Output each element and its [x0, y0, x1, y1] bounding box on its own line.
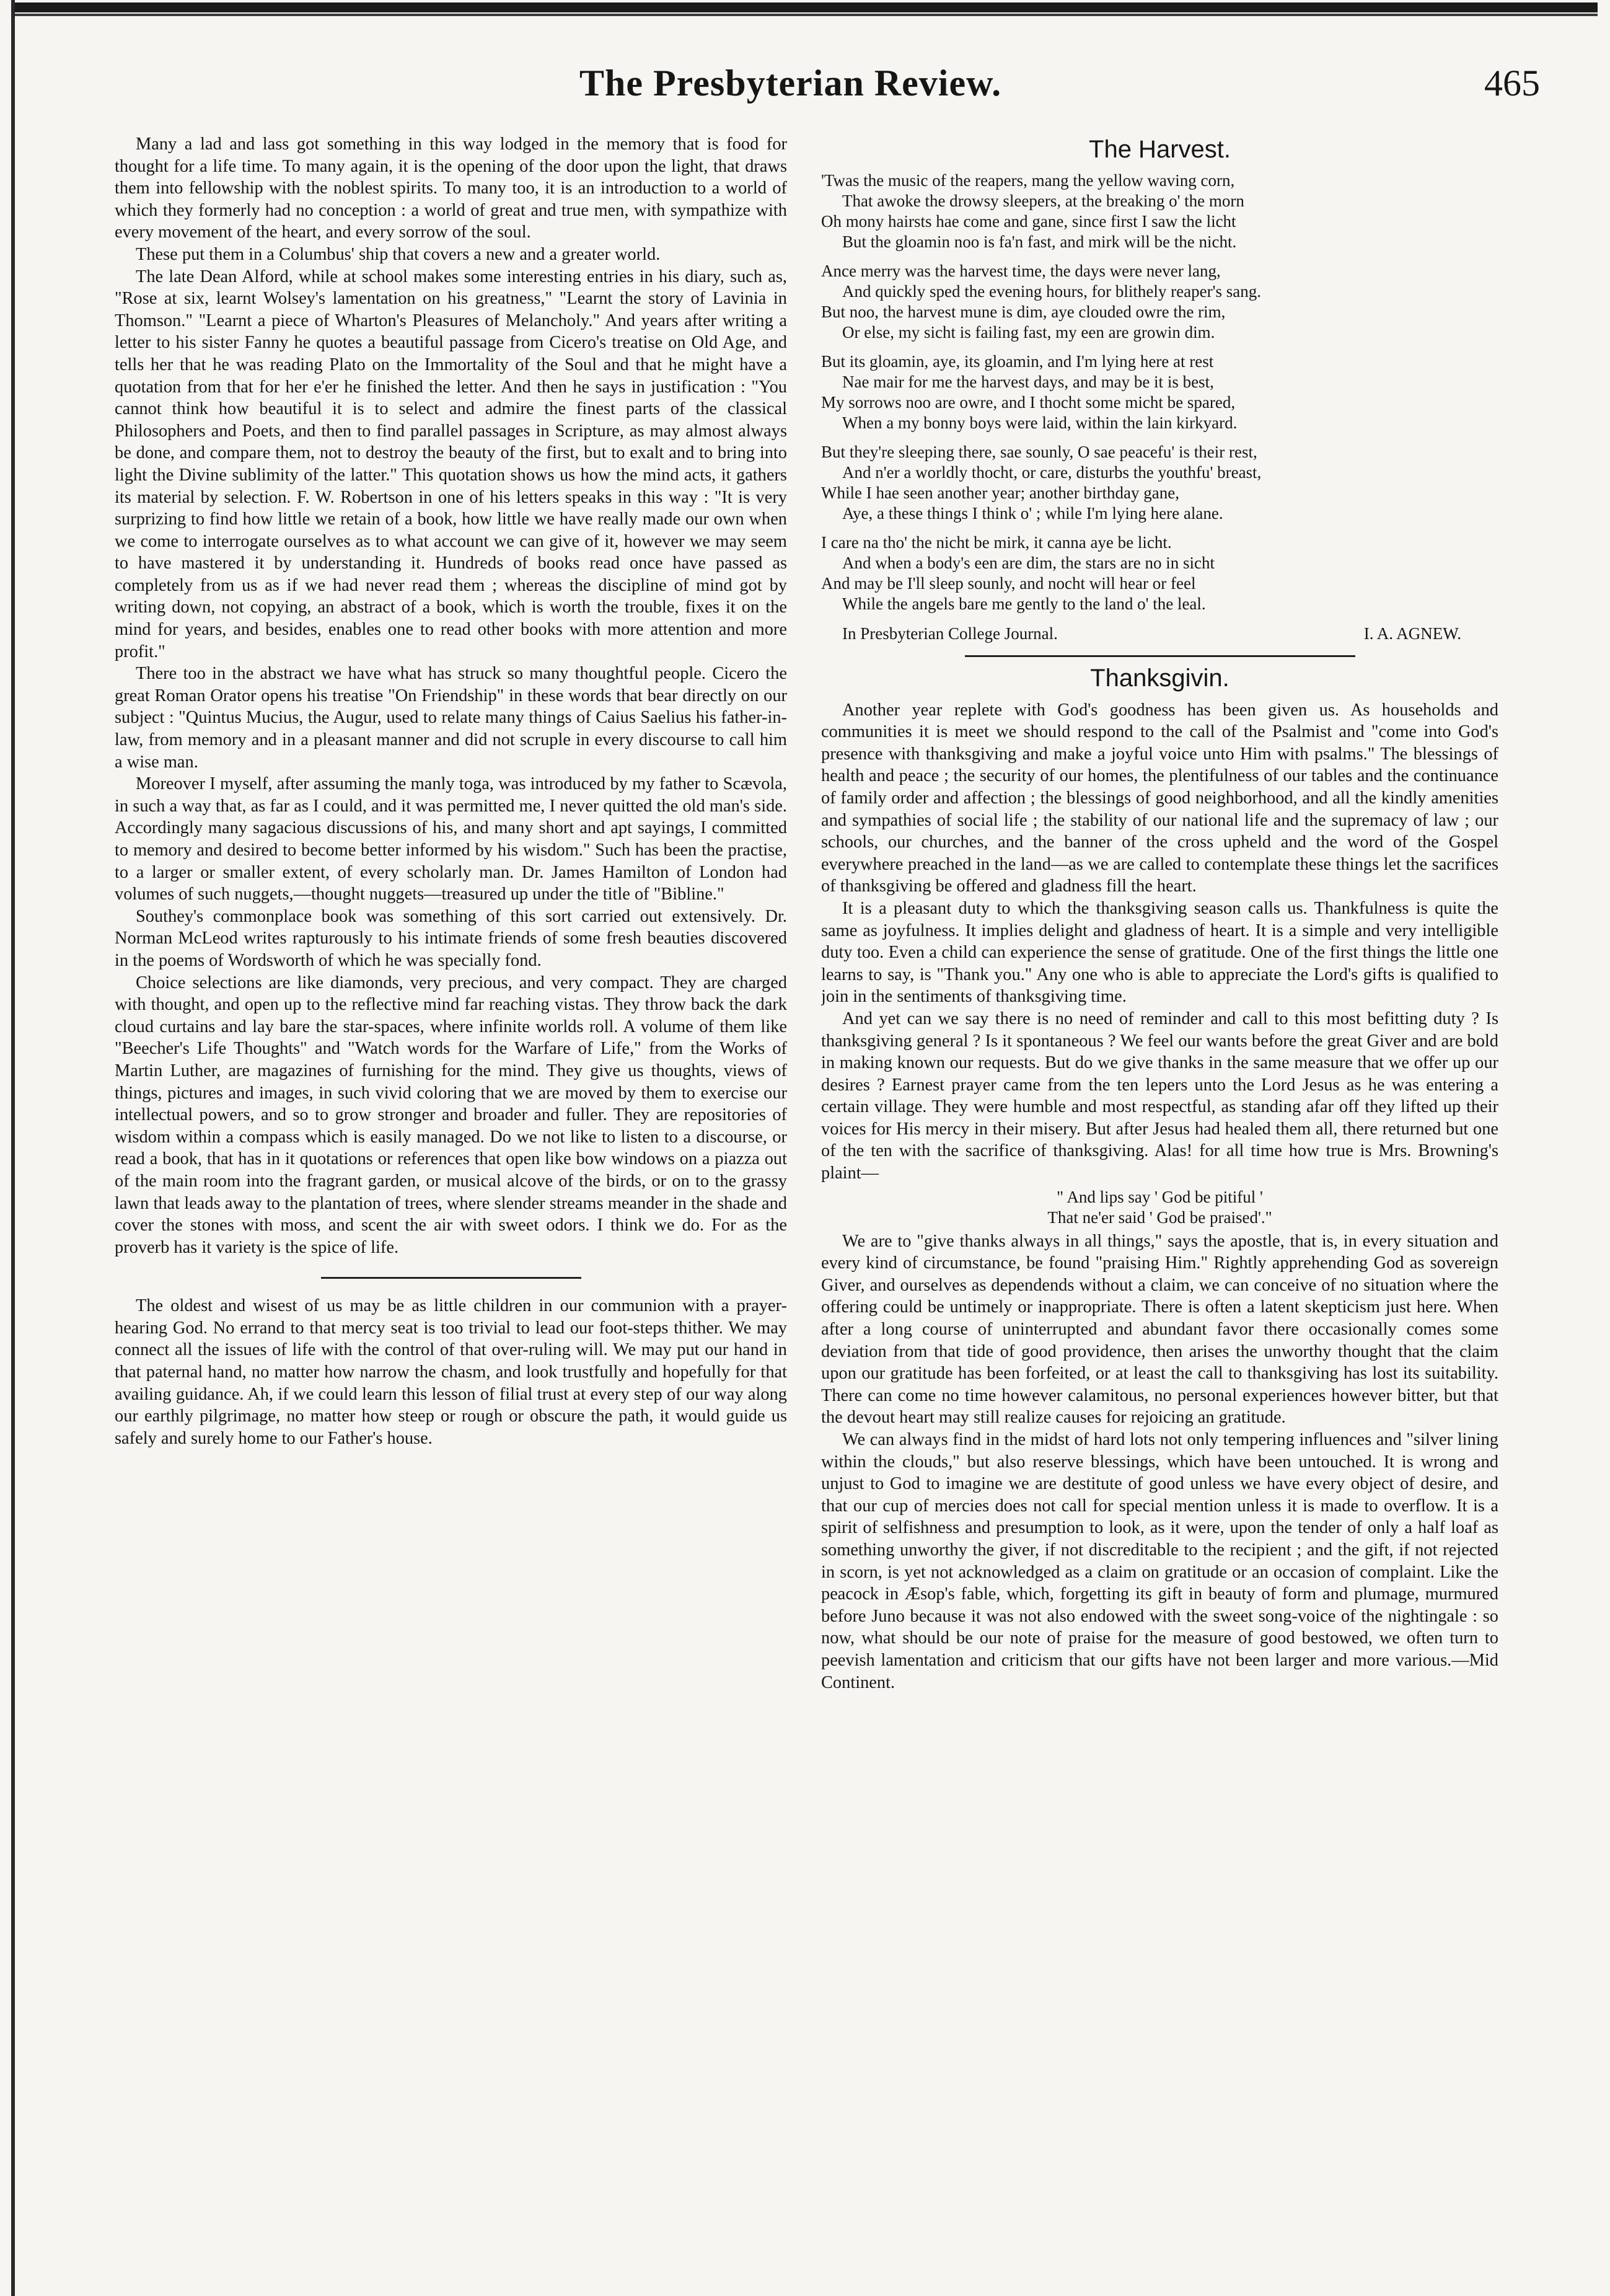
poem-line: But the gloamin noo is fa'n fast, and mirk will be the nicht. [842, 232, 1237, 251]
right-column [821, 133, 1498, 2247]
poem-line: But noo, the harvest mune is dim, aye clouded owre the rim, [821, 302, 1226, 321]
poem-stanza [821, 261, 1498, 343]
block-quote [821, 1187, 1498, 1228]
section-divider [321, 1277, 581, 1279]
paragraph: Another year replete with God's goodness has been given us. As households and communities it is meet we should respond to the call of the Psalmist and "come into God's presence with thanksgiving and make a joyful voice unto Him with psalms." The blessings of health and peace ; the security of our homes, the plentifulness of our tables and the continuance of family order and affection ; the blessings of good neighborhood, and all the kindly amenities and sympathies of social life ; the stability of our national life and the supremacy of law ; our schools, our churches, and the banner of the cross upheld and the word of the Gospel everywhere preached in the land—as we are called to contemplate these things let the sacrifices of thanksgiving be offered and gladness fill the heart. [821, 700, 1498, 896]
poem-line: 'Twas the music of the reapers, mang the yellow waving corn, [821, 171, 1235, 190]
poem-source: In Presbyterian College Journal. [842, 624, 1058, 643]
poem-line: And quickly sped the evening hours, for blithely reaper's sang. [842, 282, 1261, 301]
top-border-rule-thin [11, 14, 1598, 16]
poem-line: Nae mair for me the harvest days, and may be it is best, [842, 373, 1214, 391]
quote-line: " And lips say ' God be pitiful ' [1057, 1187, 1263, 1206]
poem-stanza [821, 170, 1498, 252]
poem-line: And when a body's een are dim, the stars are no in sicht [842, 554, 1215, 572]
running-title: The Presbyterian Review. [579, 63, 1002, 104]
poem-line: That awoke the drowsy sleepers, at the breaking o' the morn [842, 192, 1244, 210]
page-number: 465 [1484, 63, 1540, 104]
poem-stanza [821, 351, 1498, 433]
paragraph: Many a lad and lass got something in this way lodged in the memory that is food for thought for a life time. To many again, it is the opening of the door upon the light, that draws them into fellowship with the noblest spirits. To many too, it is an introduction to a world of which they formerly had no conception : a world of great and true men, with sympathize with every movement of the heart, and every sorrow of the soul. [115, 135, 787, 242]
poem-title: The Harvest. [1089, 136, 1231, 163]
paragraph: We are to "give thanks always in all things," says the apostle, that is, in every situation and every kind of circumstance, be found "praising Him." Rightly apprehending God as sovereign Giver, and ourselves as dependends without a claim, we can conceive of no situation where the offering could be untimely or inappropriate. There is often a latent skepticism just here. When after a long course of uninterrupted and abundant favor there occasionally comes some deviation from that tide of good providence, then arises the unworthy thought that the claim upon our gratitude has been forfeited, or at least the call to thanksgiving has lost its suitability. There can come no time however calamitous, no personal experiences however bitter, but that the devout heart may still realize causes for rejoicing an gratitude. [821, 1231, 1498, 1428]
paragraph: Moreover I myself, after assuming the manly toga, was introduced by my father to Scævola, in such a way that, as far as I could, and it was permitted me, I never quitted the old man's side. Accordingly many sagacious discussions of his, and many short and apt sayings, I committed to memory and desired to become better informed by his wisdom." Such has been the practise, to a larger or smaller extent, of every scholarly man. Dr. James Hamilton of London had volumes of such nuggets,—thought nuggets—treasured up under the title of "Bibline." [115, 774, 787, 904]
poem-line: While I hae seen another year; another birthday gane, [821, 483, 1179, 502]
poem-line: And n'er a worldly thocht, or care, disturbs the youthfu' breast, [842, 463, 1262, 482]
paragraph: Southey's commonplace book was something of this sort carried out extensively. Dr. Norman McLeod writes rapturously to his intimate friends of some fresh beauties discovered in the poems of Wordsworth of which he was specially fond. [115, 906, 787, 970]
poem-stanza [821, 532, 1498, 614]
quote-line: That ne'er said ' God be praised'." [1047, 1208, 1272, 1227]
poem-line: Aye, a these things I think o' ; while I'm lying here alane. [842, 504, 1223, 523]
closing-paragraph: The oldest and wisest of us may be as little children in our communion with a prayer-hearing God. No errand to that mercy seat is too trivial to lead our foot-steps thither. We may connect all the issues of life with the control of that over-ruling will. We may put our hand in that paternal hand, no matter how narrow the chasm, and look trustfully and hopefully for that availing guidance. Ah, if we could learn this lesson of filial trust at every step of our way along our earthly pilgrimage, no matter how steep or rough or obscure the path, it would guide us safely and surely home to our Father's house. [115, 1296, 787, 1448]
poem-line: My sorrows noo are owre, and I thocht some micht be spared, [821, 393, 1236, 412]
paragraph: Choice selections are like diamonds, very precious, and very compact. They are charged with thought, and open up to the reflective mind far reaching vistas. They throw back the dark cloud curtains and lay bare the star-spaces, where infinite worlds roll. A volume of them like "Beecher's Life Thoughts" and "Watch words for the Warfare of Life," from the Works of Martin Luther, are magazines of furnishing for the mind. They give us thoughts, views of things, pictures and images, in such vivid coloring that we are moved by them to exercise our intellectual powers, and so to grow stronger and broader and fuller. They are repositories of wisdom within a compass which is easily managed. Do we not like to listen to a discourse, or read a book, that has in it quotations or references that open like bow windows on a piazza out of the main room into the fragrant garden, or musical alcove of the birds, or on to the grassy lawn that leads away to the plantation of trees, where slender streams meander in the shade and cover the stones with moss, and scent the air with sweet odors. I think we do. For as the proverb has it variety is the spice of life. [115, 973, 787, 1257]
poem-line: Oh mony hairsts hae come and gane, since first I saw the licht [821, 212, 1236, 231]
poem-attribution [821, 623, 1498, 645]
article-title: Thanksgivin. [965, 655, 1355, 694]
paragraph: The late Dean Alford, while at school makes some interesting entries in his diary, such as, "Rose at six, learnt Wolsey's lamentation on his greatness," "Learnt the story of Lavinia in Thomson." "Learnt a piece of Wharton's Pleasures of Melancholy." And years after writing a letter to his sister Fanny he quotes a beautiful passage from Cicero's treatise on Old Age, and tells her that he was reading Plato on the Immortality of the Soul and that he might have a quotation from that for her e'er he finished the letter. And then he says in justification : "You cannot think how beautiful it is to select and admire the finest parts of the classical Philosophers and Poets, and then to find parallel passages in Scripture, as may almost always be done, and compare them, not to destroy the beauty of the first, but to exalt and to bring into light the Divine sublimity of the latter." This quotation shows us how the mind acts, it gathers its material by selection. F. W. Robertson in one of his letters speaks in this way : "It is very surprizing to find how little we retain of a book, how little we have really made our own when we come to interrogate ourselves as to what account we can give of it, however we may seem to have mastered it by understanding it. Hundreds of books read once have passed as completely from us as if we had never read them ; whereas the discipline of mind got by writing down, not copying, an abstract of a book, which is worth the trouble, fixes it on the mind for years, and besides, enables one to read other books with more attention and more profit." [115, 267, 787, 661]
paragraph: And yet can we say there is no need of reminder and call to this most befitting duty ? Is thanksgiving general ? Is it spontaneous ? We feel our wants before the great Giver and are bold in making known our requests. But do we give thanks in the same measure that we offer up our desires ? Earnest prayer came from the ten lepers unto the Lord Jesus as he was entering a certain village. They were humble and most respectful, as standing afar off they lifted up their voices for His mercy in their misery. But after Jesus had healed them all, there returned but one of the ten with the sacrifice of thanksgiving. Alas! for all time how true is Mrs. Browning's plaint— [821, 1009, 1498, 1183]
poem-line: While the angels bare me gently to the land o' the leal. [842, 594, 1206, 613]
paragraph: It is a pleasant duty to which the thanksgiving season calls us. Thankfulness is quite the same as joyfulness. It implies delight and gladness of heart. It is a simple and very intelligible duty too. Even a child can experience the sense of gratitude. One of the first things the little one learns to say, is "Thank you." Any one who is able to appreciate the Lord's gifts is qualified to join in the sentiments of thanksgiving time. [821, 898, 1498, 1007]
page-header [0, 62, 1610, 112]
top-border-rule [11, 2, 1598, 12]
paragraph: We can always find in the midst of hard lots not only tempering influences and "silver lining within the clouds," but also reserve blessings, which have been untouched. It is wrong and unjust to God to imagine we are destitute of good unless we have every object of desire, and that our cup of mercies does not call for special mention unless it is made to overflow. It is a spirit of selfishness and presumption to look, as it were, upon the tender of only a half loaf as something unworthy the giver, if not discreditable to the recipient ; and the gift, if not rejected in scorn, is yet not acknowledged as a claim on gratitude or an occasion of complaint. Like the peacock in Æsop's fable, which, forgetting its gift in beauty of form and plumage, murmured before Juno because it was not also endowed with the sweet song-voice of the nightingale : so now, what should be our note of praise for the measure of good bestowed, we often turn to peevish lamentation and criticism that our gifts have not been larger and more various.—Mid Continent. [821, 1430, 1498, 1692]
poem-line: But they're sleeping there, sae sounly, O sae peacefu' is their rest, [821, 443, 1257, 461]
paragraph: These put them in a Columbus' ship that covers a new and a greater world. [136, 244, 661, 264]
poem-author: I. A. AGNEW. [1363, 624, 1461, 643]
poem-line: But its gloamin, aye, its gloamin, and I'm lying here at rest [821, 352, 1214, 371]
poem-line: And may be I'll sleep sounly, and nocht will hear or feel [821, 574, 1196, 593]
poem-line: Ance merry was the harvest time, the days were never lang, [821, 262, 1221, 280]
paragraph: There too in the abstract we have what has struck so many thoughtful people. Cicero the great Roman Orator opens his treatise "On Friendship" in these words that bear directly on our subject : "Quintus Mucius, the Augur, used to relate many things of Caius Saelius his father-in-law, from memory and in a pleasant manner and did not scruple in every discourse to call him a wise man. [115, 664, 787, 772]
left-column [115, 133, 787, 2244]
poem-stanza [821, 442, 1498, 524]
poem-line: Or else, my sicht is failing fast, my een are growin dim. [842, 323, 1215, 342]
left-page-edge [11, 0, 15, 2296]
poem-line: When a my bonny boys were laid, within the lain kirkyard. [842, 413, 1238, 432]
poem-line: I care na tho' the nicht be mirk, it canna aye be licht. [821, 533, 1172, 552]
